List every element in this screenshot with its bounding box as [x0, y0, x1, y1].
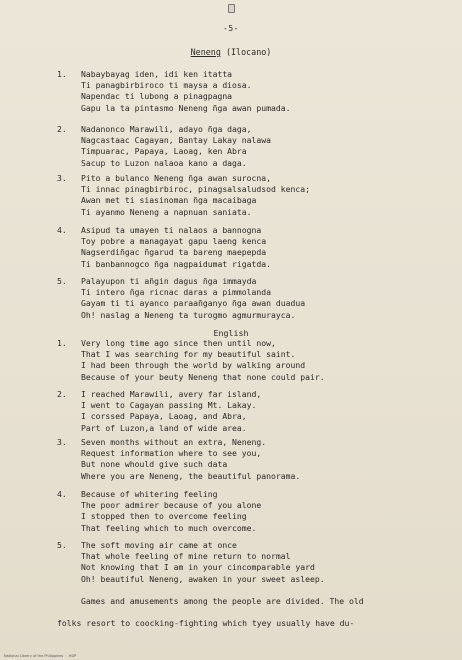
stanza-line-text: Asipud ta umayen ti nalaos a bannogna [81, 225, 262, 235]
stanza-line [57, 103, 291, 114]
staple-mark [228, 4, 235, 13]
stanza-line [57, 225, 271, 236]
stanza-line-text: Where you are Neneng, the beautiful panorama. [81, 470, 301, 481]
stanza-line [57, 489, 261, 500]
english-stanza-4 [57, 489, 261, 534]
stanza-line-text: Toy pobre a managayat gapu laeng kenca [81, 236, 267, 247]
ilocano-stanza-1 [57, 69, 291, 114]
stanza-line [57, 437, 300, 448]
poem-title-language: (Ilocano) [225, 47, 272, 57]
stanza-line-text: Oh! beautiful Neneng, awaken in your sweet asleep. [81, 573, 325, 584]
stanza-line [57, 298, 305, 309]
stanza-line-text: The soft moving air came at once [81, 540, 237, 550]
stanza-line [57, 540, 325, 551]
stanza-number: 2. [57, 124, 67, 134]
ilocano-stanza-5 [57, 276, 305, 321]
stanza-line-text: Gayam ti ti ayanco paraañganyo ñga awan duadua [81, 298, 306, 309]
stanza-line-text: Ti innac pinagbirbiroc, pinagsalsaludsod kenca; [81, 184, 311, 195]
stanza-line-text: Ti banbannogco ñga nagpaidumat rigatda. [81, 258, 272, 269]
stanza-line-text: Because of whitering feeling [81, 489, 218, 499]
stanza-line [57, 349, 325, 360]
stanza-line [57, 400, 261, 411]
ilocano-stanza-4 [57, 225, 271, 270]
stanza-line-text: Sacup to Luzon nalaoa kano a daga. [81, 157, 247, 168]
stanza-line [57, 511, 261, 522]
stanza-line [57, 276, 305, 287]
stanza-line-text: Napendac ti lubong a pinagpagna [81, 91, 233, 102]
stanza-line-text: I had been through the world by walking around [81, 360, 306, 371]
page-number: -5- [223, 24, 239, 33]
stanza-line [57, 551, 325, 562]
stanza-line-text: I corssed Papaya, Laoag, and Abra, [81, 411, 247, 422]
stanza-line [57, 459, 300, 470]
stanza-number: 5. [57, 276, 67, 286]
stanza-line [57, 562, 325, 573]
english-stanza-3 [57, 437, 300, 482]
stanza-line [57, 360, 325, 371]
stanza-line [57, 173, 310, 184]
stanza-line [57, 184, 310, 195]
archive-footer: National Library of the Philippines · HDP [4, 654, 77, 658]
stanza-number: 4. [57, 225, 67, 235]
stanza-line [57, 338, 325, 349]
stanza-line-text: Timpuarac, Papaya, Laoag, ken Abra [81, 146, 247, 157]
stanza-line-text: Not knowing that I am in your cincomparable yard [81, 562, 315, 573]
closing-paragraph [57, 590, 457, 634]
stanza-line-text: That feeling which to much overcome. [81, 522, 257, 533]
stanza-line [57, 135, 271, 146]
stanza-line [57, 158, 271, 169]
stanza-line [57, 207, 310, 218]
stanza-line [57, 574, 325, 585]
stanza-line-text: That I was searching for my beautiful saint. [81, 349, 296, 360]
stanza-line [57, 523, 261, 534]
stanza-line [57, 69, 291, 80]
stanza-line [57, 372, 325, 383]
stanza-number: 5. [57, 540, 67, 550]
ilocano-stanza-2 [57, 124, 271, 169]
closing-line-1: Games and amusements among the people are divided. The old [81, 596, 364, 606]
stanza-line [57, 389, 261, 400]
stanza-line-text: Nagserdiñgac ñgarud ta bareng maepepda [81, 247, 267, 258]
stanza-line [57, 448, 300, 459]
stanza-line-text: Pito a bulanco Neneng ñga awan surocna, [81, 173, 272, 183]
stanza-line-text: Nagcastaac Cagayan, Bantay Lakay nalawa [81, 135, 272, 146]
stanza-line [57, 247, 271, 258]
stanza-line [57, 124, 271, 135]
stanza-line [57, 287, 305, 298]
stanza-line [57, 423, 261, 434]
stanza-line-text: Seven months without an extra, Neneng. [81, 437, 267, 447]
stanza-line-text: The poor admirer because of you alone [81, 500, 262, 511]
poem-title-name: Neneng [190, 47, 221, 57]
stanza-line-text: Part of Luzon,a land of wide area. [81, 422, 247, 433]
stanza-line-text: I went to Cagayan passing Mt. Lakay. [81, 400, 257, 411]
stanza-line [57, 146, 271, 157]
english-stanza-2 [57, 389, 261, 434]
poem-title [0, 47, 462, 57]
stanza-line-text: That whole feeling of mine return to normal [81, 551, 291, 562]
stanza-line [57, 91, 291, 102]
stanza-line [57, 500, 261, 511]
stanza-line-text: Ti ayanmo Neneng a napnuan saniata. [81, 206, 252, 217]
stanza-line-text: I reached Marawili, avery far island, [81, 389, 262, 399]
stanza-line-text: Request information where to see you, [81, 448, 262, 459]
stanza-line-text: I stopped then to overcome feeling [81, 511, 247, 522]
stanza-line-text: Palayupon ti añgin dagus ñga immayda [81, 276, 257, 286]
stanza-line [57, 195, 310, 206]
stanza-line-text: Very long time ago since then until now, [81, 338, 276, 348]
stanza-line [57, 310, 305, 321]
stanza-line [57, 259, 271, 270]
stanza-line-text: Awan met ti siasinoman ñga macaibaga [81, 195, 257, 206]
stanza-line-text: Gapu la ta pintasmo Neneng ñga awan pumada. [81, 102, 291, 113]
closing-line-2: folks resort to coocking-fighting which tyey usually have du- [57, 618, 355, 628]
ilocano-stanza-3 [57, 173, 310, 218]
stanza-line-text: Because of your beuty Neneng that none could pair. [81, 371, 325, 382]
stanza-line [57, 80, 291, 91]
stanza-line-text: But none whould give such data [81, 459, 228, 470]
stanza-line-text: Nabaybayag iden, idi ken itatta [81, 69, 233, 79]
stanza-number: 4. [57, 489, 67, 499]
stanza-line-text: Nadanonco Marawili, adayo ñga daga, [81, 124, 252, 134]
stanza-line [57, 236, 271, 247]
stanza-line-text: Ti panagbirbiroco ti maysa a diosa. [81, 80, 252, 91]
english-heading: English [213, 328, 249, 338]
stanza-number: 2. [57, 389, 67, 399]
stanza-line [57, 411, 261, 422]
stanza-number: 1. [57, 338, 67, 348]
stanza-line [57, 471, 300, 482]
stanza-line-text: Oh! naslag a Neneng ta turogmo agmurmurayca. [81, 309, 296, 320]
stanza-number: 1. [57, 69, 67, 79]
english-stanza-5 [57, 540, 325, 585]
stanza-number: 3. [57, 173, 67, 183]
english-stanza-1 [57, 338, 325, 383]
stanza-line-text: Ti intero ñga ricnac daras a pimmolanda [81, 287, 272, 298]
stanza-number: 3. [57, 437, 67, 447]
